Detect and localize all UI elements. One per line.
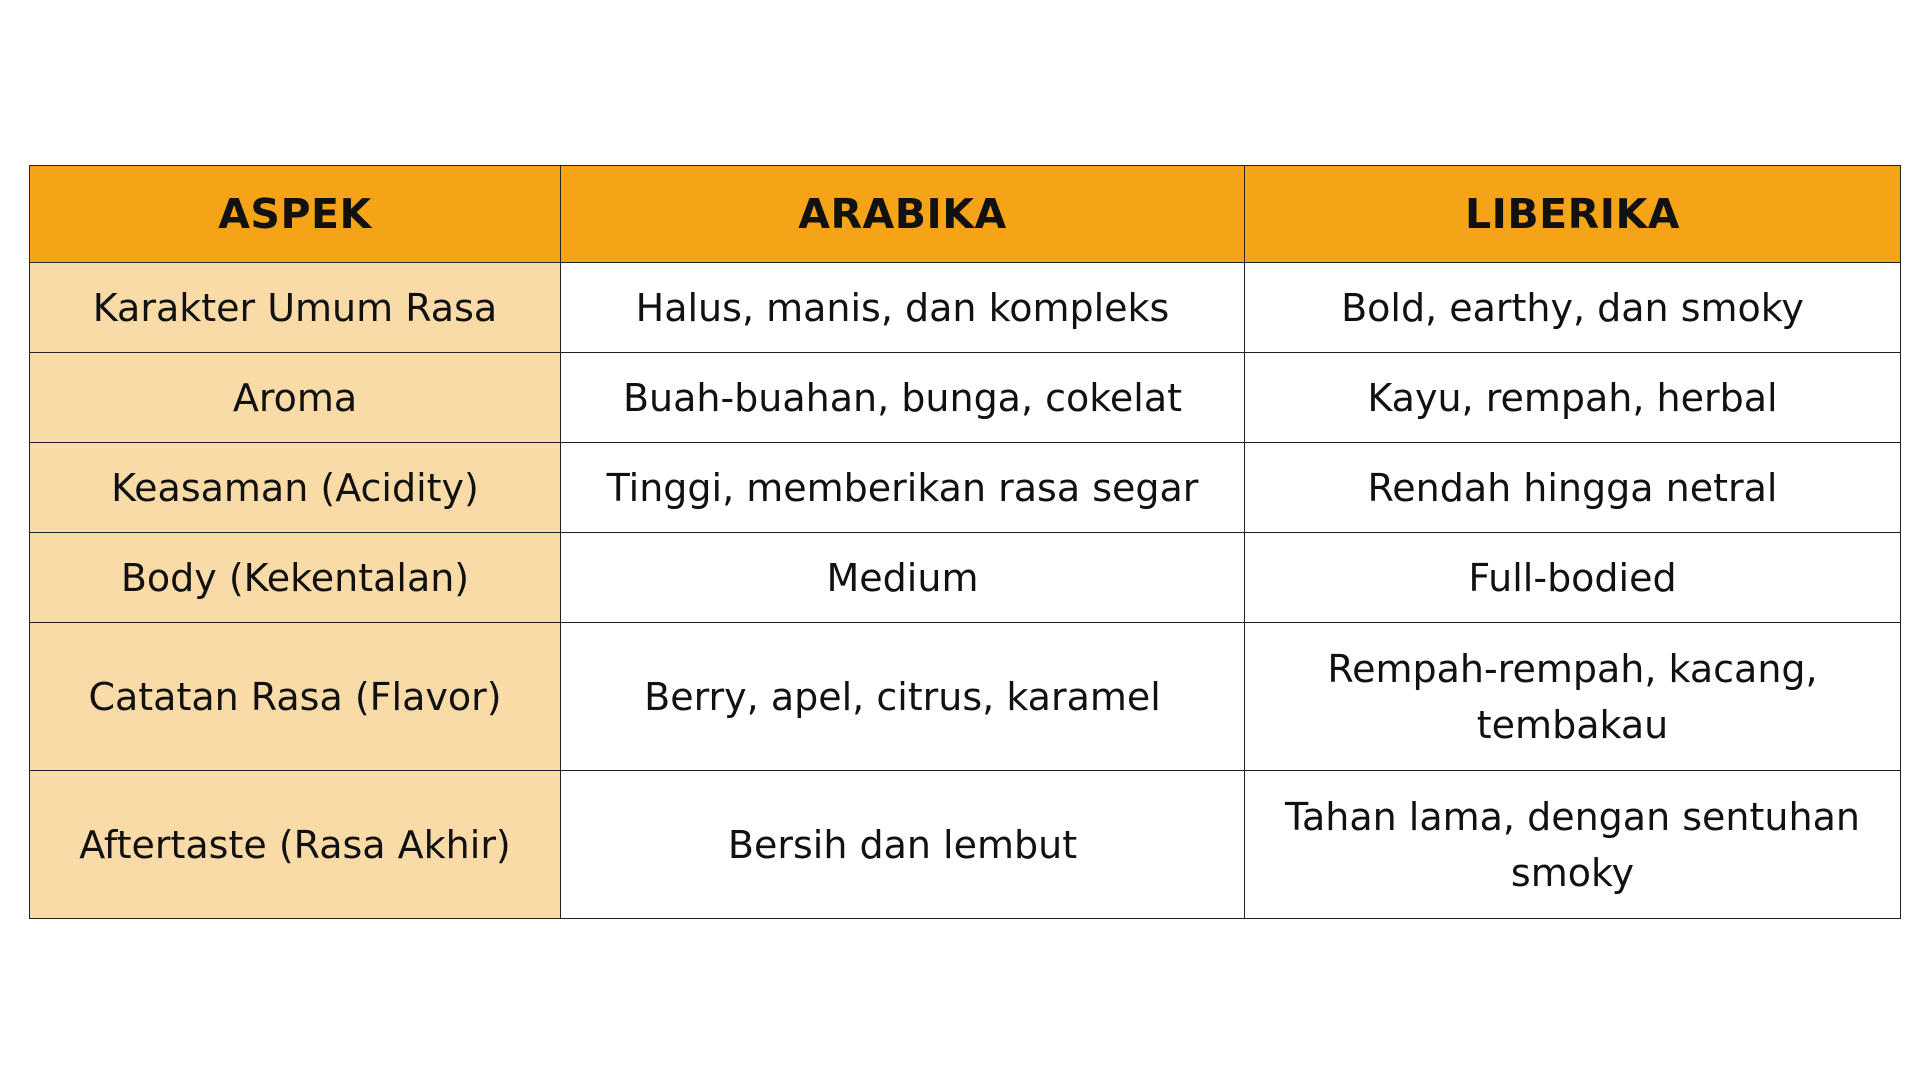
liberika-cell: Full-bodied — [1245, 533, 1901, 623]
aspect-cell: Keasaman (Acidity) — [30, 443, 561, 533]
table-row — [30, 443, 1901, 533]
aspect-cell: Karakter Umum Rasa — [30, 263, 561, 353]
comparison-table — [29, 165, 1901, 919]
table-row — [30, 623, 1901, 771]
liberika-cell: Bold, earthy, dan smoky — [1245, 263, 1901, 353]
table-row — [30, 263, 1901, 353]
liberika-cell: Rempah-rempah, kacang, tembakau — [1245, 623, 1901, 771]
liberika-cell: Tahan lama, dengan sentuhan smoky — [1245, 771, 1901, 919]
aspect-cell: Body (Kekentalan) — [30, 533, 561, 623]
header-arabika: ARABIKA — [561, 166, 1245, 263]
header-aspek: ASPEK — [30, 166, 561, 263]
liberika-cell: Kayu, rempah, herbal — [1245, 353, 1901, 443]
liberika-cell: Rendah hingga netral — [1245, 443, 1901, 533]
header-liberika: LIBERIKA — [1245, 166, 1901, 263]
table-row — [30, 353, 1901, 443]
aspect-cell: Catatan Rasa (Flavor) — [30, 623, 561, 771]
arabika-cell: Medium — [561, 533, 1245, 623]
arabika-cell: Tinggi, memberikan rasa segar — [561, 443, 1245, 533]
arabika-cell: Berry, apel, citrus, karamel — [561, 623, 1245, 771]
header-row — [30, 166, 1901, 263]
aspect-cell: Aftertaste (Rasa Akhir) — [30, 771, 561, 919]
arabika-cell: Buah-buahan, bunga, cokelat — [561, 353, 1245, 443]
aspect-cell: Aroma — [30, 353, 561, 443]
arabika-cell: Halus, manis, dan kompleks — [561, 263, 1245, 353]
arabika-cell: Bersih dan lembut — [561, 771, 1245, 919]
table-row — [30, 533, 1901, 623]
table-row — [30, 771, 1901, 919]
